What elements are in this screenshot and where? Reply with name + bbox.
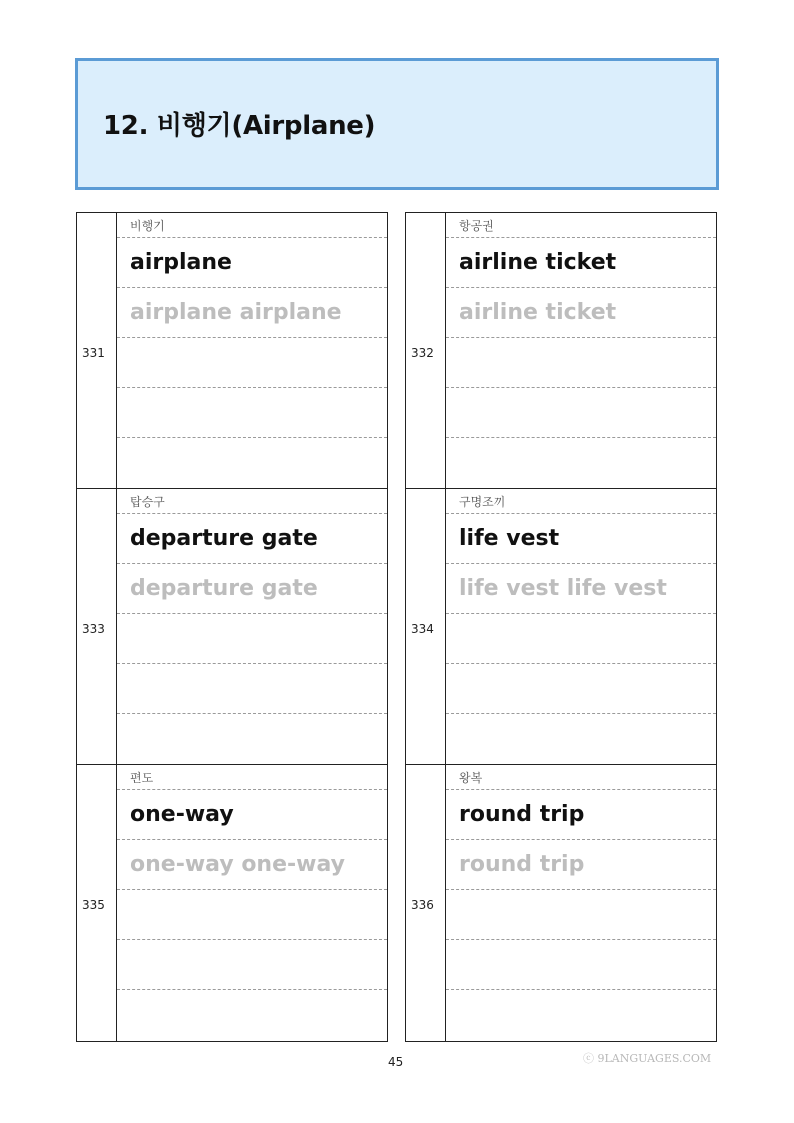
writing-lines (446, 489, 716, 764)
number-column (77, 765, 117, 1041)
word-row (117, 790, 387, 840)
blank-writing-line[interactable] (446, 940, 716, 990)
trace-text: departure gate (130, 576, 318, 601)
trace-text: airplane airplane (130, 300, 342, 325)
trace-row (446, 840, 716, 890)
korean-label: 탑승구 (130, 495, 165, 509)
vocab-card (76, 488, 388, 764)
chapter-header (75, 58, 719, 190)
english-word: life vest (459, 526, 560, 551)
writing-lines (117, 213, 387, 488)
blank-writing-line[interactable] (117, 714, 387, 764)
word-row (117, 238, 387, 288)
trace-text: one-way one-way (130, 852, 345, 877)
korean-row (446, 489, 716, 514)
trace-text: airline ticket (459, 300, 617, 325)
writing-lines (446, 213, 716, 488)
vocab-card (405, 764, 717, 1042)
korean-row (117, 489, 387, 514)
korean-label: 구명조끼 (459, 495, 506, 509)
word-row (446, 790, 716, 840)
blank-writing-line[interactable] (117, 614, 387, 664)
trace-text: round trip (459, 852, 585, 877)
number-column (406, 489, 446, 764)
vocab-card (76, 212, 388, 488)
blank-writing-line[interactable] (446, 338, 716, 388)
vocab-card (405, 212, 717, 488)
trace-row (446, 288, 716, 338)
korean-row (117, 765, 387, 790)
blank-writing-line[interactable] (117, 664, 387, 714)
blank-writing-line[interactable] (446, 388, 716, 438)
card-number: 335 (82, 898, 105, 912)
blank-writing-line[interactable] (446, 714, 716, 764)
writing-lines (117, 765, 387, 1041)
card-number: 331 (82, 346, 105, 360)
word-row (446, 238, 716, 288)
english-word: round trip (459, 802, 585, 827)
trace-row (117, 288, 387, 338)
blank-writing-line[interactable] (117, 338, 387, 388)
korean-label: 왕복 (459, 771, 483, 785)
blank-writing-line[interactable] (446, 664, 716, 714)
number-column (77, 489, 117, 764)
card-number: 334 (411, 622, 434, 636)
copyright-notice: ⓒ 9LANGUAGES.COM (583, 1052, 712, 1065)
card-number: 333 (82, 622, 105, 636)
korean-label: 편도 (130, 771, 154, 785)
card-number: 336 (411, 898, 434, 912)
chapter-title: 12. 비행기(Airplane) (103, 111, 376, 141)
trace-text: life vest life vest (459, 576, 667, 601)
blank-writing-line[interactable] (446, 614, 716, 664)
vocab-card (76, 764, 388, 1042)
korean-label: 항공권 (459, 219, 494, 233)
card-number: 332 (411, 346, 434, 360)
left-column (76, 212, 388, 1042)
english-word: departure gate (130, 526, 318, 551)
blank-writing-line[interactable] (117, 990, 387, 1040)
trace-row (117, 840, 387, 890)
writing-lines (446, 765, 716, 1041)
english-word: airline ticket (459, 250, 617, 275)
word-row (446, 514, 716, 564)
blank-writing-line[interactable] (446, 990, 716, 1040)
trace-row (446, 564, 716, 614)
word-row (117, 514, 387, 564)
blank-writing-line[interactable] (117, 890, 387, 940)
korean-row (117, 213, 387, 238)
korean-row (446, 765, 716, 790)
blank-writing-line[interactable] (446, 890, 716, 940)
number-column (406, 213, 446, 488)
page-number: 45 (388, 1055, 404, 1069)
vocab-card (405, 488, 717, 764)
english-word: airplane (130, 250, 232, 275)
trace-row (117, 564, 387, 614)
blank-writing-line[interactable] (117, 940, 387, 990)
writing-lines (117, 489, 387, 764)
number-column (406, 765, 446, 1041)
blank-writing-line[interactable] (117, 388, 387, 438)
number-column (77, 213, 117, 488)
blank-writing-line[interactable] (446, 438, 716, 488)
blank-writing-line[interactable] (117, 438, 387, 488)
english-word: one-way (130, 802, 234, 827)
right-column (405, 212, 717, 1042)
korean-label: 비행기 (130, 219, 165, 233)
korean-row (446, 213, 716, 238)
